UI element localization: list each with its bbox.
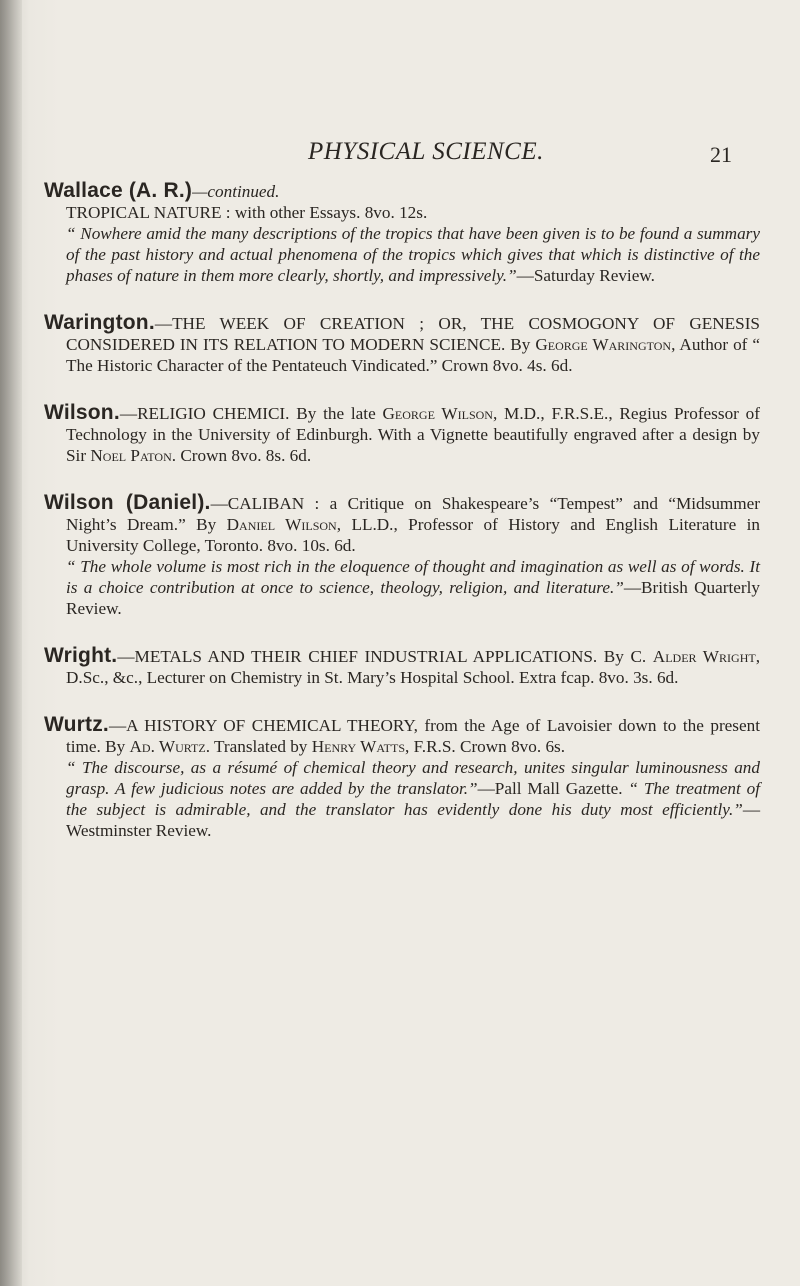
catalogue-entry [44, 312, 760, 376]
catalogue-entry [44, 492, 760, 619]
entry-details: . Translated by [205, 737, 312, 756]
entry-byline: Noel Paton [90, 446, 172, 465]
entry-review-quote: “ Nowhere amid the many descriptions of the tropics that have been given is to be found a summary of the past history and actual phenomena of the tropics which gives that which is distinctive of the phases of nature in them more clearly, shortly, and impressively.” [66, 224, 760, 285]
entry-review-source: —Saturday Review. [516, 266, 655, 285]
entry-details: , F.R.S. Crown 8vo. 6s. [405, 737, 566, 756]
entry-author: Wallace (A. R.) [44, 179, 193, 202]
entry-review-source: —British Quarterly Review. [66, 578, 760, 618]
running-title: PHYSICAL SCIENCE. [308, 138, 544, 165]
page-number: 21 [710, 142, 732, 167]
entry-author: Wurtz. [44, 713, 109, 736]
entry-byline: George Wilson [382, 404, 493, 423]
entry-review-quote: “ The whole volume is most rich in the eloquence of thought and imagination as well as of words. It is a choice contribution at once to science, theology, religion, and literature.” [66, 557, 760, 597]
entry-author: Wilson. [44, 401, 120, 424]
entry-details: , D.Sc., &c., Lecturer on Chemistry in St. Mary’s Hospital School. Extra fcap. 8vo. 3s. 6d. [66, 647, 760, 687]
catalogue-entry [44, 645, 760, 688]
entry-details: By [505, 335, 536, 354]
entry-title: —CALIBAN : [210, 494, 320, 513]
entry-review-source: —Westminster Review. [66, 800, 760, 840]
entry-byline: Henry Watts [311, 737, 405, 756]
entry-byline: George Warington [535, 335, 672, 354]
entry-byline: Ad. Wurtz [129, 737, 206, 756]
entry-title: —RELIGIO CHEMICI. [119, 404, 290, 423]
entry-details: , M.D., F.R.S.E., Regius Professor of Technology in the University of Edinburgh. With a Vignette beautifully engraved after a design by Sir [66, 404, 760, 465]
catalogue-entry [44, 402, 760, 466]
entry-review-source: —Pall Mall Gazette. [477, 779, 623, 798]
entry-title: —THE WEEK OF CREATION ; OR, THE COSMOGONY OF GENESIS CONSIDERED IN ITS RELATION TO MODERN SCIENCE. [66, 314, 760, 354]
entry-review-quote: “ The treatment of the subject is admirable, and the translator has evidently done his duty most efficiently.” [66, 779, 760, 819]
entry-title: —METALS AND THEIR CHIEF INDUSTRIAL APPLICATIONS. [117, 647, 598, 666]
entry-author: Wilson (Daniel). [44, 491, 211, 514]
catalogue-entry [44, 180, 760, 286]
entry-details: By C. [597, 647, 653, 666]
catalogue-list [44, 180, 760, 867]
entry-title: TROPICAL NATURE : [66, 203, 231, 222]
entry-details: By the late [289, 404, 383, 423]
entry-details: , Author of “ The Historic Character of the Pentateuch Vindicated.” Crown 8vo. 4s. 6d. [66, 335, 761, 375]
entry-byline: Daniel Wilson [226, 515, 337, 534]
entry-title: —A HISTORY OF CHEMICAL THEORY, [108, 716, 418, 735]
entry-author-suffix: —continued. [192, 182, 280, 201]
catalogue-entry [44, 714, 760, 841]
entry-details: from the Age of Lavoisier down to the present time. By [66, 716, 760, 756]
entry-details: , LL.D., Professor of History and English Literature in University College, Toronto. 8vo. 10s. 6d. [66, 515, 760, 555]
entry-details: . Crown 8vo. 8s. 6d. [171, 446, 312, 465]
entry-author: Wright. [44, 644, 118, 667]
binding-shadow [0, 0, 22, 1286]
entry-review-quote: “ The discourse, as a résumé of chemical theory and research, unites singular luminousness and grasp. A few judicious notes are added by the translator.” [66, 758, 760, 798]
entry-details: a Critique on Shakespeare’s “Tempest” and “Midsummer Night’s Dream.” By [66, 494, 761, 534]
entry-byline: Alder Wright [652, 647, 756, 666]
entry-details: with other Essays. 8vo. 12s. [230, 203, 428, 222]
entry-author: Warington. [44, 311, 155, 334]
